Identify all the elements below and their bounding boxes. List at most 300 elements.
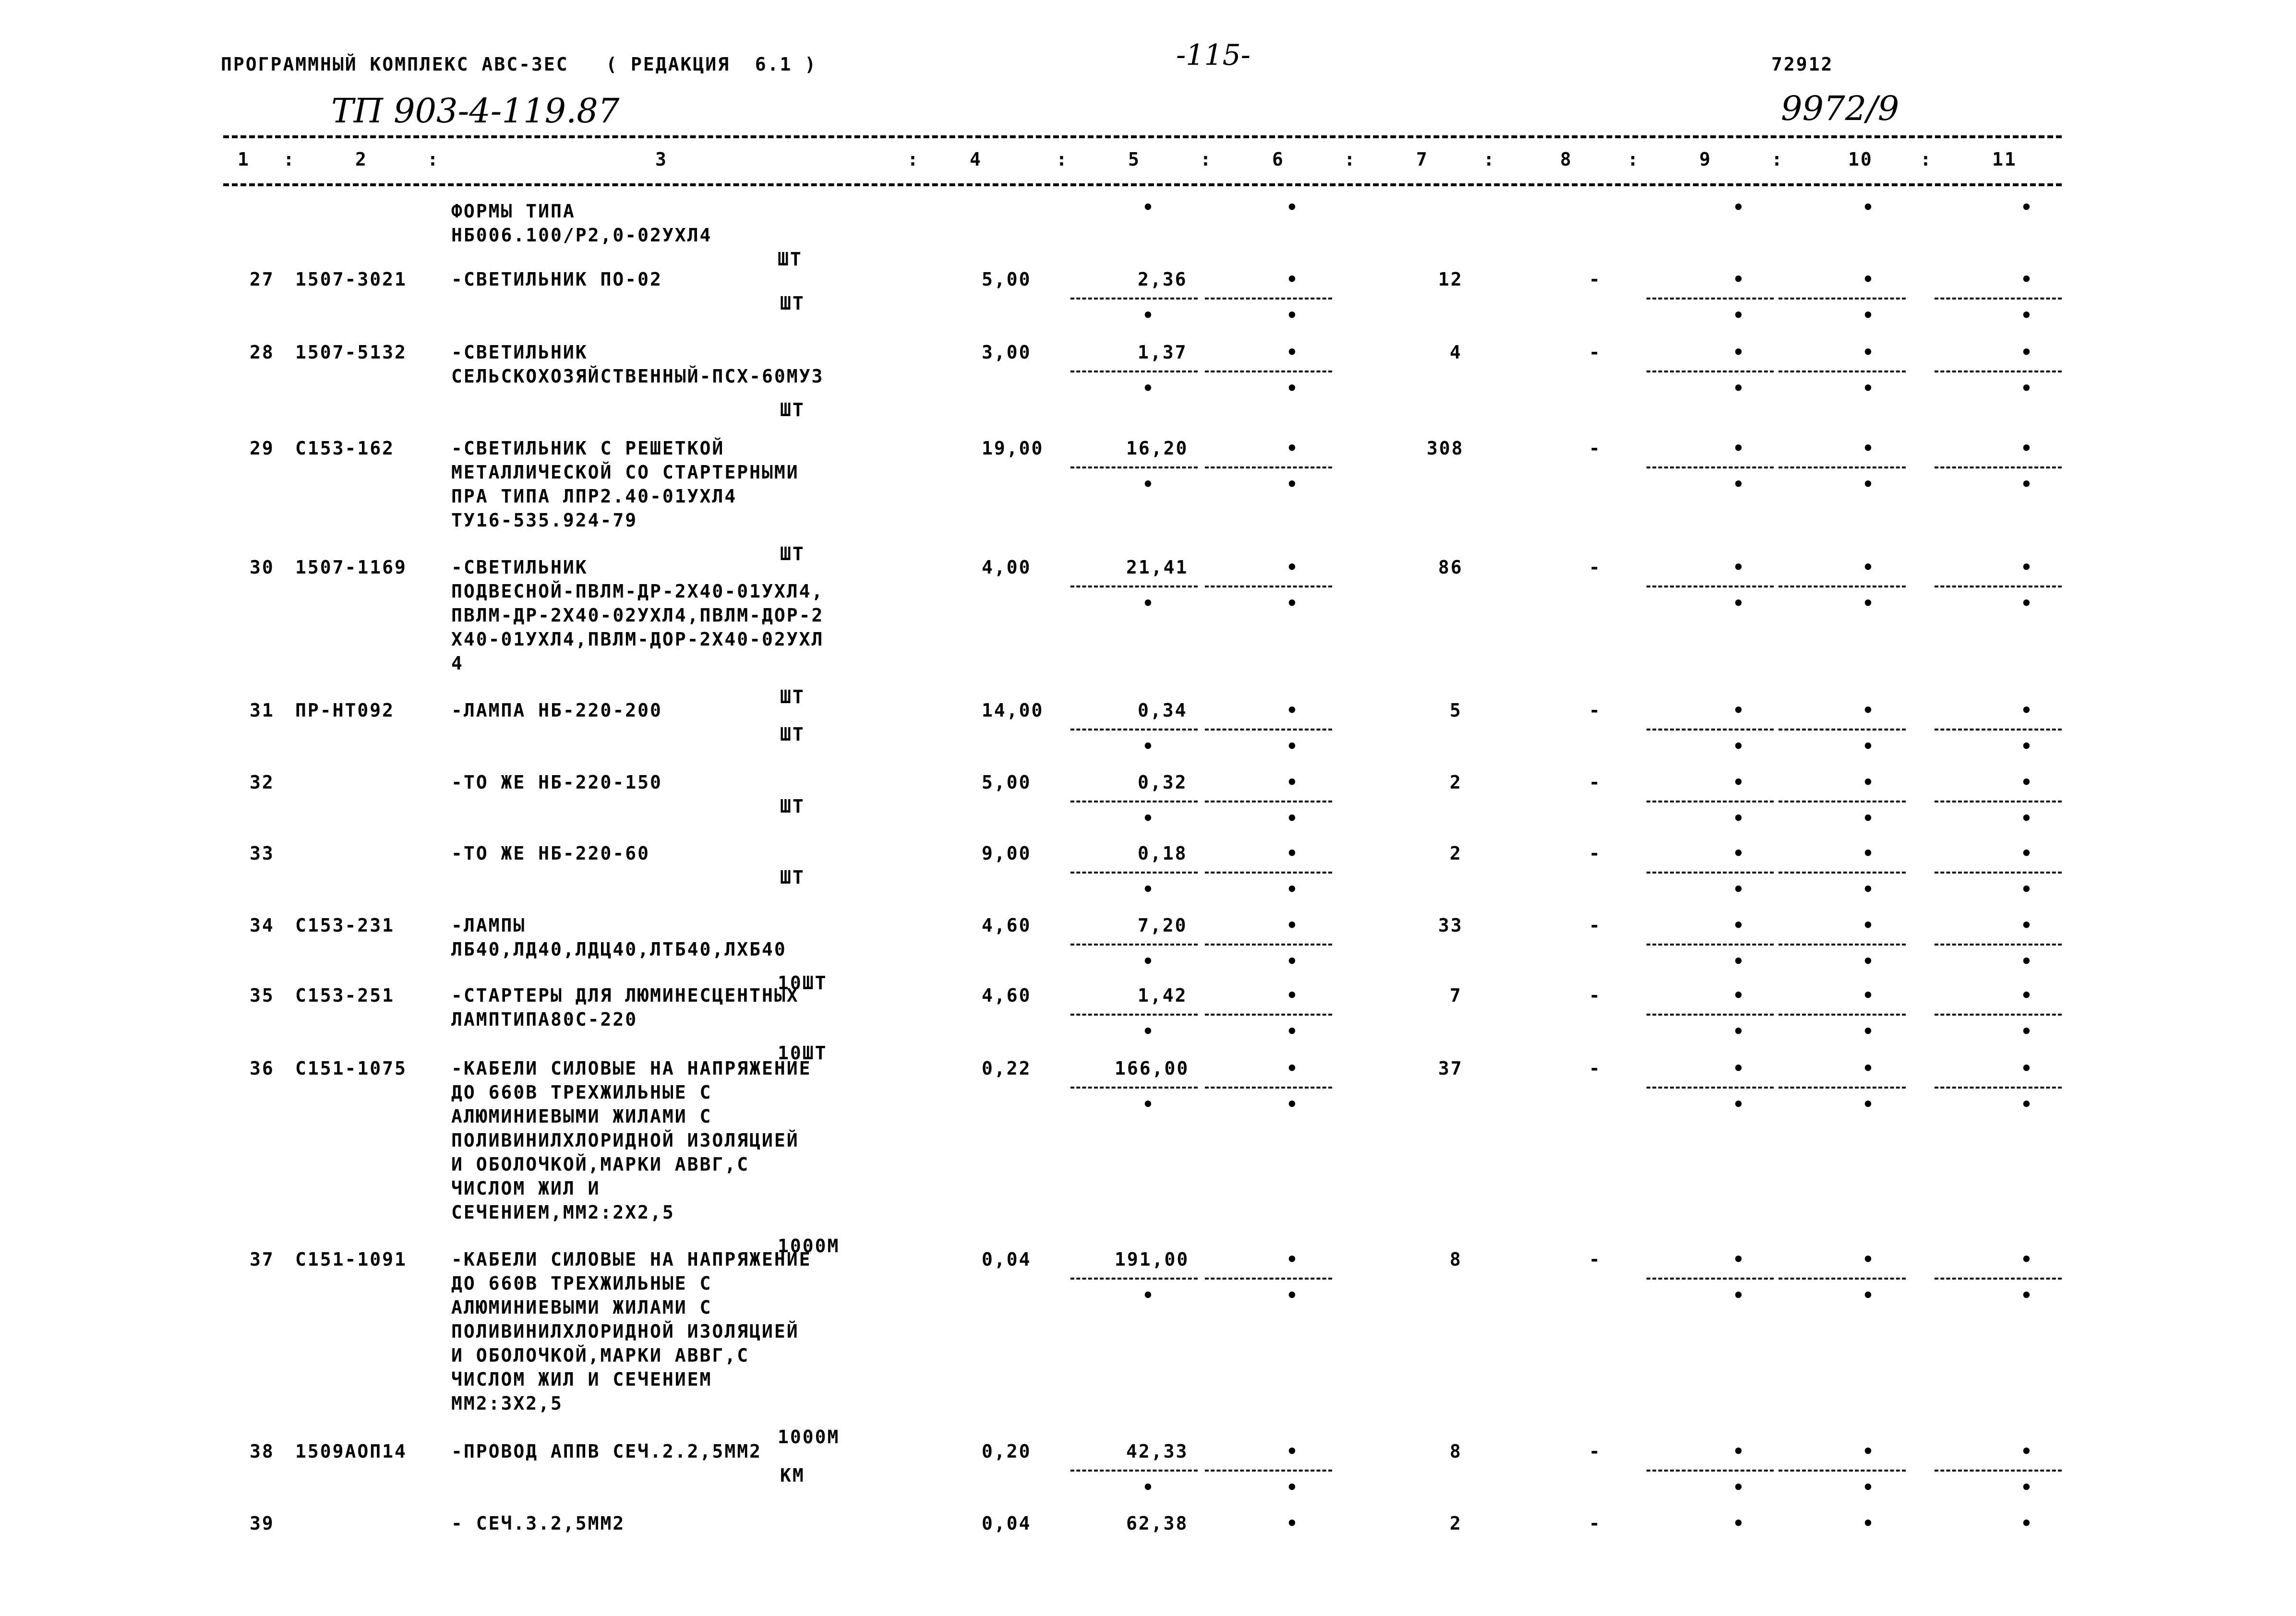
- row-price: 0,18: [1138, 843, 1188, 864]
- empty-value-mark: •: [2021, 915, 2032, 936]
- subtotal-rule: [1647, 1278, 1774, 1280]
- subtotal-rule: [1205, 801, 1332, 802]
- empty-value-mark: •: [1863, 808, 1874, 829]
- empty-value-mark: •: [1863, 843, 1874, 864]
- subtotal-rule: [1935, 1278, 2062, 1280]
- empty-value-mark: •: [1863, 772, 1874, 793]
- empty-value-mark: •: [1863, 1441, 1874, 1462]
- row-code: 1507-5132: [295, 342, 407, 363]
- empty-value-mark: •: [1863, 1094, 1874, 1115]
- name-line: 4: [451, 653, 464, 674]
- subtotal-rule: [1647, 944, 1774, 946]
- name-line: АЛЮМИНИЕВЫМИ ЖИЛАМИ С: [451, 1297, 712, 1318]
- empty-value-mark: •: [1863, 557, 1874, 578]
- name-line: Х40-01УХЛ4,ПВЛМ-ДОР-2Х40-02УХЛ: [451, 629, 824, 650]
- name-line: СЕЛЬСКОХОЗЯЙСТВЕННЫЙ-ПСХ-60МУЗ: [451, 366, 824, 387]
- empty-value-mark: •: [1733, 1513, 1744, 1534]
- empty-value-mark: •: [1733, 557, 1744, 578]
- subtotal-rule: [1779, 1087, 1906, 1089]
- row-number: 27: [250, 269, 275, 290]
- subtotal-rule: [1070, 298, 1198, 299]
- name-line: ТУ16-535.924-79: [451, 510, 638, 531]
- empty-value-mark: •: [1142, 593, 1154, 614]
- empty-value-mark: •: [1286, 269, 1298, 290]
- empty-value-mark: •: [1733, 843, 1744, 864]
- row-quantity: 4,60: [982, 915, 1032, 936]
- empty-value-mark: •: [1142, 1094, 1154, 1115]
- empty-value-mark: •: [1733, 736, 1744, 757]
- row-number: 33: [250, 843, 275, 864]
- empty-value-mark: •: [1863, 1477, 1874, 1498]
- empty-value-mark: •: [1863, 1058, 1874, 1079]
- empty-value-mark: •: [2021, 438, 2032, 459]
- row-quantity: 4,60: [982, 985, 1032, 1006]
- row-number: 29: [250, 438, 275, 459]
- subtotal-rule: [1779, 1014, 1906, 1016]
- column-header-cell: :: [1483, 149, 1496, 170]
- empty-value-mark: •: [1733, 438, 1744, 459]
- empty-value-mark: •: [2021, 1285, 2032, 1306]
- empty-value-mark: •: [1286, 557, 1298, 578]
- empty-value-mark: •: [1733, 269, 1744, 290]
- subtotal-rule: [1779, 298, 1906, 299]
- row-price: 7,20: [1138, 915, 1188, 936]
- row-number: 28: [250, 342, 275, 363]
- subtotal-rule: [1205, 586, 1332, 587]
- column-header-cell: 10: [1848, 149, 1873, 170]
- empty-value-mark: •: [1863, 951, 1874, 972]
- subtotal-rule: [1647, 872, 1774, 874]
- name-line: -СВЕТИЛЬНИК С РЕШЕТКОЙ: [451, 438, 725, 459]
- empty-value-mark: •: [1142, 879, 1154, 900]
- subtotal-rule: [1779, 1278, 1906, 1280]
- empty-value-mark: •: [1863, 1249, 1874, 1270]
- empty-value-mark: •: [2021, 808, 2032, 829]
- doc-code: 72912: [1771, 54, 1834, 75]
- column-header-cell: 6: [1272, 149, 1285, 170]
- name-line: ПОЛИВИНИЛХЛОРИДНОЙ ИЗОЛЯЦИЕЙ: [451, 1130, 799, 1151]
- empty-value-mark: •: [1286, 1477, 1298, 1498]
- empty-value-mark: •: [1863, 1285, 1874, 1306]
- unit-label: 1000М: [778, 1235, 840, 1257]
- program-title: ПРОГРАММНЫЙ КОМПЛЕКС АВС-ЗЕС ( РЕДАКЦИЯ 6.1 ): [221, 54, 817, 75]
- name-line: - СЕЧ.3.2,5ММ2: [451, 1513, 625, 1534]
- subtotal-rule: [1779, 1470, 1906, 1472]
- empty-value-mark: •: [1733, 1058, 1744, 1079]
- column-header-cell: :: [427, 149, 440, 170]
- subtotal-rule: [1070, 586, 1198, 587]
- name-line: ЛБ40,ЛД40,ЛДЦ40,ЛТБ40,ЛХБ40: [451, 939, 787, 960]
- row-quantity: 5,00: [982, 772, 1032, 793]
- subtotal-rule: [1070, 1087, 1198, 1089]
- empty-value-mark: •: [1142, 474, 1154, 495]
- subtotal-rule: [1779, 467, 1906, 468]
- row-price: 0,32: [1138, 772, 1188, 793]
- empty-value-mark: •: [1286, 879, 1298, 900]
- row-number: 32: [250, 772, 275, 793]
- row-total: 2: [1450, 1513, 1462, 1534]
- unit-label: ШТ: [780, 543, 805, 564]
- empty-value-mark: •: [1863, 378, 1874, 399]
- subtotal-rule: [1779, 371, 1906, 372]
- empty-value-mark: •: [1286, 1285, 1298, 1306]
- empty-value-mark: -: [1589, 269, 1600, 290]
- row-total: 8: [1450, 1249, 1462, 1270]
- row-total: 5: [1450, 700, 1462, 721]
- row-number: 36: [250, 1058, 275, 1079]
- empty-value-mark: -: [1589, 700, 1600, 721]
- column-header-cell: 1: [238, 149, 250, 170]
- row-code: 1507-1169: [295, 557, 407, 578]
- row-number: 34: [250, 915, 275, 936]
- column-header-cell: :: [1344, 149, 1357, 170]
- row-total: 7: [1450, 985, 1462, 1006]
- subtotal-rule: [1935, 1470, 2062, 1472]
- row-price: 1,42: [1138, 985, 1188, 1006]
- empty-value-mark: •: [1286, 305, 1298, 326]
- subtotal-rule: [1647, 1087, 1774, 1089]
- empty-value-mark: •: [2021, 951, 2032, 972]
- row-total: 37: [1438, 1058, 1463, 1079]
- empty-value-mark: •: [1286, 772, 1298, 793]
- subtotal-rule: [1935, 872, 2062, 874]
- name-line: ЧИСЛОМ ЖИЛ И СЕЧЕНИЕМ: [451, 1369, 712, 1390]
- row-number: 38: [250, 1441, 275, 1462]
- subtotal-rule: [1070, 467, 1198, 468]
- empty-value-mark: •: [1733, 1477, 1744, 1498]
- subtotal-rule: [1935, 1087, 2062, 1089]
- empty-value-mark: -: [1589, 438, 1600, 459]
- row-price: 42,33: [1126, 1441, 1189, 1462]
- row-code: С153-251: [295, 985, 395, 1006]
- column-header-cell: :: [1200, 149, 1213, 170]
- column-header-cell: 8: [1560, 149, 1573, 170]
- column-header-cell: 4: [970, 149, 982, 170]
- subtotal-rule: [1935, 467, 2062, 468]
- row-price: 16,20: [1126, 438, 1189, 459]
- row-total: 4: [1450, 342, 1462, 363]
- unit-label: ШТ: [778, 249, 803, 270]
- empty-value-mark: -: [1589, 915, 1600, 936]
- empty-value-mark: •: [1286, 1058, 1298, 1079]
- empty-value-mark: •: [1863, 915, 1874, 936]
- name-line: -СВЕТИЛЬНИК: [451, 342, 588, 363]
- empty-value-mark: •: [1863, 593, 1874, 614]
- row-price: 62,38: [1126, 1513, 1189, 1534]
- column-header-cell: 11: [1992, 149, 2017, 170]
- empty-value-mark: •: [1733, 1441, 1744, 1462]
- empty-value-mark: •: [1733, 342, 1744, 363]
- row-quantity: 4,00: [982, 557, 1032, 578]
- sheet-number: 9972/9: [1781, 89, 1899, 128]
- name-line: И ОБОЛОЧКОЙ,МАРКИ АВВГ,С: [451, 1154, 750, 1175]
- empty-value-mark: •: [1733, 1249, 1744, 1270]
- empty-value-mark: •: [1733, 985, 1744, 1006]
- subtotal-rule: [1935, 944, 2062, 946]
- name-line: -ТО ЖЕ НБ-220-60: [451, 843, 650, 864]
- subtotal-rule: [1647, 298, 1774, 299]
- row-quantity: 9,00: [982, 843, 1032, 864]
- empty-value-mark: •: [2021, 1021, 2032, 1042]
- unit-label: ШТ: [780, 796, 805, 817]
- subtotal-rule: [1647, 801, 1774, 802]
- column-header-cell: :: [1771, 149, 1784, 170]
- empty-value-mark: •: [1733, 305, 1744, 326]
- empty-value-mark: -: [1589, 985, 1600, 1006]
- name-line: -СВЕТИЛЬНИК: [451, 557, 588, 578]
- empty-value-mark: •: [2021, 985, 2032, 1006]
- empty-value-mark: •: [1286, 915, 1298, 936]
- empty-value-mark: •: [1142, 378, 1154, 399]
- subtotal-rule: [1205, 1014, 1332, 1016]
- empty-value-mark: -: [1589, 772, 1600, 793]
- subtotal-rule: [1205, 944, 1332, 946]
- subtotal-rule: [1205, 1470, 1332, 1472]
- row-code: С153-231: [295, 915, 395, 936]
- unit-label: 1000М: [778, 1426, 840, 1448]
- empty-value-mark: •: [1733, 1094, 1744, 1115]
- name-line: НБ006.100/Р2,0-02УХЛ4: [451, 225, 712, 246]
- row-price: 1,37: [1138, 342, 1188, 363]
- name-line: ДО 660В ТРЕХЖИЛЬНЫЕ С: [451, 1273, 712, 1294]
- empty-value-mark: •: [1286, 808, 1298, 829]
- subtotal-rule: [1205, 298, 1332, 299]
- subtotal-rule: [1779, 944, 1906, 946]
- empty-value-mark: •: [1733, 808, 1744, 829]
- name-line: ФОРМЫ ТИПА: [451, 201, 576, 222]
- subtotal-rule: [1205, 729, 1332, 730]
- empty-value-mark: •: [2021, 772, 2032, 793]
- empty-value-mark: •: [1286, 843, 1298, 864]
- empty-value-mark: •: [1286, 593, 1298, 614]
- unit-label: ШТ: [780, 724, 805, 745]
- name-line: ММ2:3Х2,5: [451, 1393, 563, 1414]
- column-header-cell: :: [1920, 149, 1933, 170]
- empty-value-mark: •: [2021, 593, 2032, 614]
- empty-value-mark: •: [1286, 700, 1298, 721]
- name-line: -ПРОВОД АППВ СЕЧ.2.2,5ММ2: [451, 1441, 762, 1462]
- row-code: 1507-3021: [295, 269, 407, 290]
- empty-value-mark: •: [1286, 378, 1298, 399]
- row-price: 2,36: [1138, 269, 1188, 290]
- top-rule: [223, 135, 2062, 138]
- subtotal-rule: [1647, 586, 1774, 587]
- empty-value-mark: •: [2021, 1441, 2032, 1462]
- empty-value-mark: •: [1286, 1441, 1298, 1462]
- column-header-cell: :: [907, 149, 920, 170]
- name-line: -СВЕТИЛЬНИК ПО-02: [451, 269, 662, 290]
- row-number: 35: [250, 985, 275, 1006]
- empty-value-mark: •: [1286, 985, 1298, 1006]
- row-code: С153-162: [295, 438, 395, 459]
- empty-value-mark: •: [1863, 736, 1874, 757]
- page-number: -115-: [1176, 38, 1251, 72]
- column-header-cell: :: [283, 149, 296, 170]
- row-total: 33: [1438, 915, 1463, 936]
- name-line: И ОБОЛОЧКОЙ,МАРКИ АВВГ,С: [451, 1345, 750, 1366]
- empty-value-mark: •: [1863, 342, 1874, 363]
- empty-value-mark: •: [1733, 474, 1744, 495]
- row-quantity: 0,04: [982, 1249, 1032, 1270]
- project-code: ТП 903-4-119.87: [331, 91, 620, 131]
- subtotal-rule: [1647, 1470, 1774, 1472]
- name-line: -ЛАМПА НБ-220-200: [451, 700, 662, 721]
- empty-value-mark: •: [2021, 1477, 2032, 1498]
- subtotal-rule: [1647, 729, 1774, 730]
- empty-value-mark: •: [1286, 197, 1298, 218]
- row-code: ПР-НТ092: [295, 700, 395, 721]
- row-code: С151-1075: [295, 1058, 407, 1079]
- row-code: С151-1091: [295, 1249, 407, 1270]
- row-number: 31: [250, 700, 275, 721]
- empty-value-mark: -: [1589, 557, 1600, 578]
- subtotal-rule: [1205, 467, 1332, 468]
- subtotal-rule: [1205, 1087, 1332, 1089]
- unit-label: ШТ: [780, 399, 805, 420]
- unit-label: ШТ: [780, 686, 805, 707]
- name-line: ЛАМПТИПА80С-220: [451, 1009, 638, 1030]
- empty-value-mark: •: [2021, 879, 2032, 900]
- empty-value-mark: •: [2021, 736, 2032, 757]
- empty-value-mark: •: [1142, 1021, 1154, 1042]
- subtotal-rule: [1205, 1278, 1332, 1280]
- empty-value-mark: •: [1142, 305, 1154, 326]
- subtotal-rule: [1779, 801, 1906, 802]
- row-price: 0,34: [1138, 700, 1188, 721]
- row-total: 8: [1450, 1441, 1462, 1462]
- row-quantity: 0,22: [982, 1058, 1032, 1079]
- column-header-cell: :: [1056, 149, 1069, 170]
- empty-value-mark: •: [1733, 378, 1744, 399]
- name-line: -КАБЕЛИ СИЛОВЫЕ НА НАПРЯЖЕНИЕ: [451, 1249, 812, 1270]
- empty-value-mark: •: [2021, 474, 2032, 495]
- subtotal-rule: [1647, 467, 1774, 468]
- row-total: 308: [1427, 438, 1464, 459]
- empty-value-mark: •: [1286, 1094, 1298, 1115]
- unit-label: 10ШТ: [778, 1042, 828, 1064]
- row-total: 2: [1450, 772, 1462, 793]
- name-line: -КАБЕЛИ СИЛОВЫЕ НА НАПРЯЖЕНИЕ: [451, 1058, 812, 1079]
- empty-value-mark: -: [1589, 843, 1600, 864]
- subtotal-rule: [1205, 872, 1332, 874]
- subtotal-rule: [1779, 586, 1906, 587]
- name-line: -СТАРТЕРЫ ДЛЯ ЛЮМИНЕСЦЕНТНЫХ: [451, 985, 799, 1006]
- row-price: 191,00: [1115, 1249, 1190, 1270]
- column-header-cell: 3: [655, 149, 668, 170]
- empty-value-mark: •: [1286, 342, 1298, 363]
- subtotal-rule: [1205, 371, 1332, 372]
- row-quantity: 0,04: [982, 1513, 1032, 1534]
- empty-value-mark: •: [1142, 951, 1154, 972]
- subtotal-rule: [1779, 729, 1906, 730]
- empty-value-mark: •: [1733, 700, 1744, 721]
- empty-value-mark: •: [1733, 915, 1744, 936]
- empty-value-mark: •: [1863, 700, 1874, 721]
- subtotal-rule: [1935, 586, 2062, 587]
- unit-label: КМ: [780, 1465, 805, 1486]
- name-line: МЕТАЛЛИЧЕСКОЙ СО СТАРТЕРНЫМИ: [451, 462, 799, 483]
- column-header-cell: 5: [1128, 149, 1141, 170]
- subtotal-rule: [1647, 371, 1774, 372]
- subtotal-rule: [1935, 298, 2062, 299]
- empty-value-mark: •: [1142, 808, 1154, 829]
- empty-value-mark: -: [1589, 342, 1600, 363]
- row-price: 21,41: [1126, 557, 1189, 578]
- row-price: 166,00: [1115, 1058, 1190, 1079]
- subtotal-rule: [1070, 1470, 1198, 1472]
- empty-value-mark: •: [1863, 438, 1874, 459]
- empty-value-mark: •: [1286, 438, 1298, 459]
- subtotal-rule: [1647, 1014, 1774, 1016]
- empty-value-mark: •: [1142, 736, 1154, 757]
- row-number: 39: [250, 1513, 275, 1534]
- name-line: ПОЛИВИНИЛХЛОРИДНОЙ ИЗОЛЯЦИЕЙ: [451, 1321, 799, 1342]
- subtotal-rule: [1070, 371, 1198, 372]
- name-line: ПВЛМ-ДР-2Х40-02УХЛ4,ПВЛМ-ДОР-2: [451, 605, 824, 626]
- empty-value-mark: •: [2021, 700, 2032, 721]
- column-header-cell: 7: [1416, 149, 1429, 170]
- empty-value-mark: -: [1589, 1249, 1600, 1270]
- row-quantity: 5,00: [982, 269, 1032, 290]
- empty-value-mark: •: [1733, 951, 1744, 972]
- empty-value-mark: •: [1142, 1285, 1154, 1306]
- subtotal-rule: [1070, 1278, 1198, 1280]
- subtotal-rule: [1779, 872, 1906, 874]
- empty-value-mark: •: [1863, 305, 1874, 326]
- column-header-cell: :: [1627, 149, 1640, 170]
- empty-value-mark: •: [1286, 1513, 1298, 1534]
- empty-value-mark: -: [1589, 1441, 1600, 1462]
- row-quantity: 3,00: [982, 342, 1032, 363]
- subtotal-rule: [1935, 1014, 2062, 1016]
- empty-value-mark: •: [1286, 1021, 1298, 1042]
- subtotal-rule: [1070, 1014, 1198, 1016]
- header-rule: [223, 183, 2062, 186]
- name-line: АЛЮМИНИЕВЫМИ ЖИЛАМИ С: [451, 1106, 712, 1127]
- empty-value-mark: •: [1863, 985, 1874, 1006]
- empty-value-mark: •: [1863, 879, 1874, 900]
- subtotal-rule: [1070, 944, 1198, 946]
- subtotal-rule: [1935, 729, 2062, 730]
- empty-value-mark: •: [1733, 879, 1744, 900]
- row-quantity: 14,00: [982, 700, 1044, 721]
- empty-value-mark: •: [1733, 772, 1744, 793]
- row-total: 86: [1438, 557, 1463, 578]
- empty-value-mark: •: [2021, 1094, 2032, 1115]
- subtotal-rule: [1935, 371, 2062, 372]
- row-number: 37: [250, 1249, 275, 1270]
- subtotal-rule: [1935, 801, 2062, 802]
- empty-value-mark: •: [1286, 736, 1298, 757]
- empty-value-mark: •: [1286, 1249, 1298, 1270]
- empty-value-mark: -: [1589, 1058, 1600, 1079]
- empty-value-mark: •: [1142, 197, 1154, 218]
- empty-value-mark: •: [1286, 951, 1298, 972]
- row-number: 30: [250, 557, 275, 578]
- empty-value-mark: •: [1286, 474, 1298, 495]
- subtotal-rule: [1070, 872, 1198, 874]
- empty-value-mark: •: [1733, 593, 1744, 614]
- empty-value-mark: •: [2021, 342, 2032, 363]
- empty-value-mark: •: [2021, 1058, 2032, 1079]
- name-line: -ТО ЖЕ НБ-220-150: [451, 772, 662, 793]
- empty-value-mark: •: [1863, 1513, 1874, 1534]
- empty-value-mark: •: [2021, 378, 2032, 399]
- row-quantity: 19,00: [982, 438, 1044, 459]
- empty-value-mark: •: [1142, 1477, 1154, 1498]
- empty-value-mark: •: [2021, 1513, 2032, 1534]
- empty-value-mark: •: [2021, 197, 2032, 218]
